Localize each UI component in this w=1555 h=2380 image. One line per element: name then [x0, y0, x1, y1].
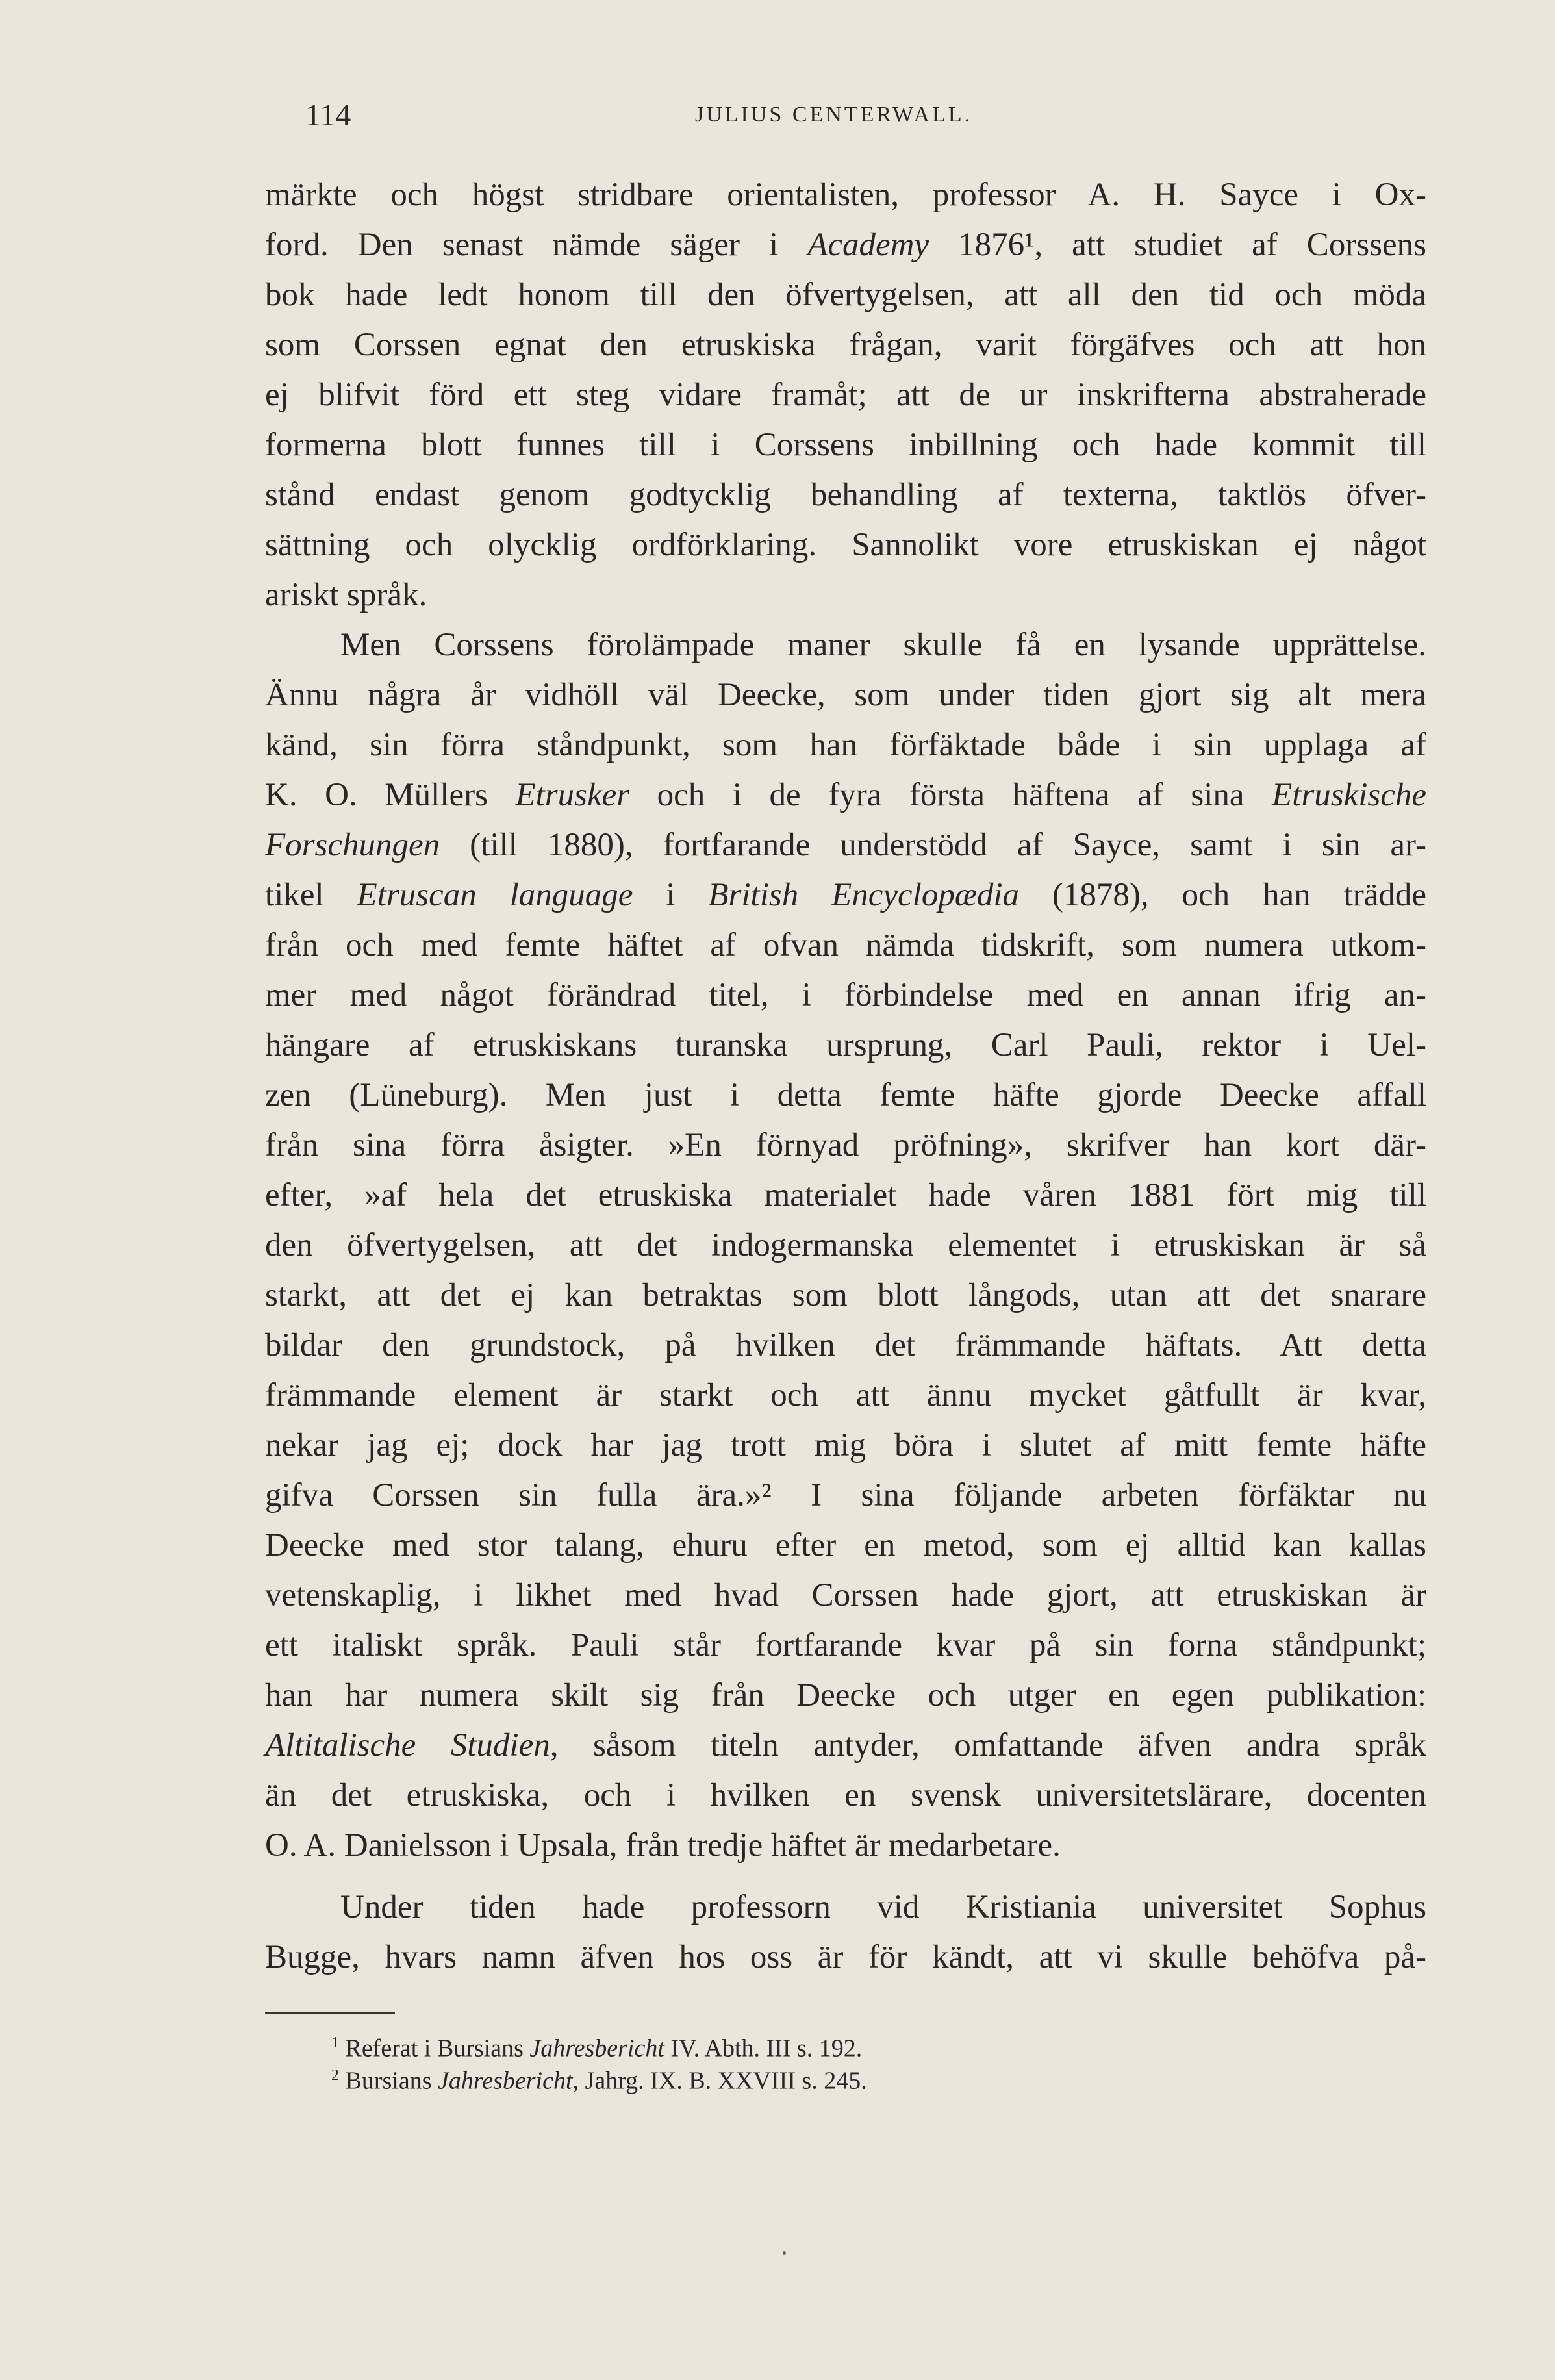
italic-term: Altitalische Studien [265, 1727, 550, 1764]
footnote-2: $^2$ Bursians Jahresbericht, Jahrg. IX. B. XXVIII s. 245. [331, 2067, 867, 2095]
text-line: Deecke med stor talang, ehuru efter en metod, som ej alltid kan kallas [265, 1527, 1426, 1563]
italic-term: British Encyclopædia [708, 877, 1020, 913]
text-line: mer med något förändrad titel, i förbindelse med en annan ifrig an- [265, 977, 1426, 1013]
italic-term: Etrusker [515, 777, 630, 813]
italic-term: Etruskische [1272, 777, 1426, 813]
text-line: Forschungen (till 1880), fortfarande understödd af Sayce, samt i sin ar- [265, 827, 1426, 863]
text-line: vetenskaplig, i likhet med hvad Corssen hade gjort, att etruskiskan är [265, 1577, 1426, 1614]
text-line: gifva Corssen sin fulla ära.»² I sina följande arbeten förfäktar nu [265, 1477, 1426, 1513]
text-line: Bugge, hvars namn äfven hos oss är för kändt, att vi skulle behöfva på- [265, 1939, 1426, 1975]
italic-term: Etruscan language [357, 877, 633, 913]
text-line: efter, »af hela det etruskiska materialet hade våren 1881 fört mig till [265, 1177, 1426, 1213]
italic-term: Forschungen [265, 827, 440, 863]
text-line: K. O. Müllers Etrusker och i de fyra första häftena af sina Etruskische [265, 777, 1426, 813]
text-line: än det etruskiska, och i hvilken en svensk universitetslärare, docenten [265, 1777, 1426, 1814]
text-line: bok hade ledt honom till den öfvertygelsen, att all den tid och möda [265, 277, 1426, 313]
text-line: han har numera skilt sig från Deecke och utger en egen publikation: [265, 1677, 1426, 1714]
text-line: Under tiden hade professorn vid Kristiania universitet Sophus [340, 1889, 1426, 1925]
text-line: ford. Den senast nämde säger i Academy 1876¹, att studiet af Corssens [265, 227, 1426, 263]
footnote-divider [265, 2012, 395, 2014]
footnote-mark: 1 [331, 2034, 339, 2051]
text-line: Men Corssens förolämpade maner skulle få en lysande upprättelse. [340, 627, 1426, 663]
text-line: starkt, att det ej kan betraktas som blott långods, utan att det snarare [265, 1277, 1426, 1313]
paragraph-gap [265, 1871, 1426, 1882]
footnote-1: $^1$ Referat i Bursians Jahresbericht IV. Abth. III s. 192. [331, 2034, 863, 2062]
page-number: 114 [305, 98, 351, 133]
body-text [265, 170, 1426, 1982]
text-line: bildar den grundstock, på hvilken det främmande häftats. Att detta [265, 1327, 1426, 1363]
text-line: Altitalische Studien, såsom titeln antyder, omfattande äfven andra språk [265, 1727, 1427, 1764]
text-line: nekar jag ej; dock har jag trott mig böra i slutet af mitt femte häfte [265, 1427, 1426, 1463]
text-line: hängare af etruskiskans turanska ursprung, Carl Pauli, rektor i Uel- [265, 1027, 1426, 1063]
text-line: Ännu några år vidhöll väl Deecke, som under tiden gjort sig alt mera [265, 677, 1426, 713]
text-line: den öfvertygelsen, att det indogermanska elementet i etruskiskan är så [265, 1227, 1426, 1263]
text-line: ett italiskt språk. Pauli står fortfarande kvar på sin forna ståndpunkt; [265, 1627, 1426, 1664]
text-line: tikel Etruscan language i British Encyclopædia (1878), och han trädde [265, 877, 1427, 913]
italic-term: Jahresbericht [529, 2034, 664, 2062]
paper-speck [783, 2251, 786, 2255]
italic-term: Jahresbericht, [438, 2067, 579, 2095]
text-line: från och med femte häftet af ofvan nämda tidskrift, som numera utkom- [265, 927, 1426, 963]
text-line: som Corssen egnat den etruskiska frågan, varit förgäfves och att hon [265, 327, 1426, 363]
footnotes [331, 2027, 1241, 2095]
text-line: ej blifvit förd ett steg vidare framåt; att de ur inskrifterna abstraherade [265, 377, 1426, 413]
text-line: zen (Lüneburg). Men just i detta femte häfte gjorde Deecke affall [265, 1077, 1426, 1113]
text-line: främmande element är starkt och att ännu mycket gåtfullt är kvar, [265, 1377, 1426, 1413]
italic-term: Academy [807, 227, 929, 263]
page-header [305, 97, 1435, 143]
text-line: känd, sin förra ståndpunkt, som han förfäktade både i sin upplaga af [265, 727, 1426, 763]
text-line: ariskt språk. [265, 577, 427, 613]
text-line: formerna blott funnes till i Corssens inbillning och hade kommit till [265, 427, 1426, 463]
text-line: sättning och olycklig ordförklaring. Sannolikt vore etruskiskan ej något [265, 527, 1426, 563]
text-line: stånd endast genom godtycklig behandling af texterna, taktlös öfver- [265, 477, 1426, 513]
text-line: från sina förra åsigter. »En förnyad pröfning», skrifver han kort där- [265, 1127, 1426, 1163]
text-line: märkte och högst stridbare orientalisten, professor A. H. Sayce i Ox- [265, 177, 1426, 213]
running-head: JULIUS CENTERWALL. [695, 103, 973, 127]
footnote-mark: 2 [331, 2067, 339, 2084]
text-line: O. A. Danielsson i Upsala, från tredje häftet är medarbetare. [265, 1827, 1061, 1864]
